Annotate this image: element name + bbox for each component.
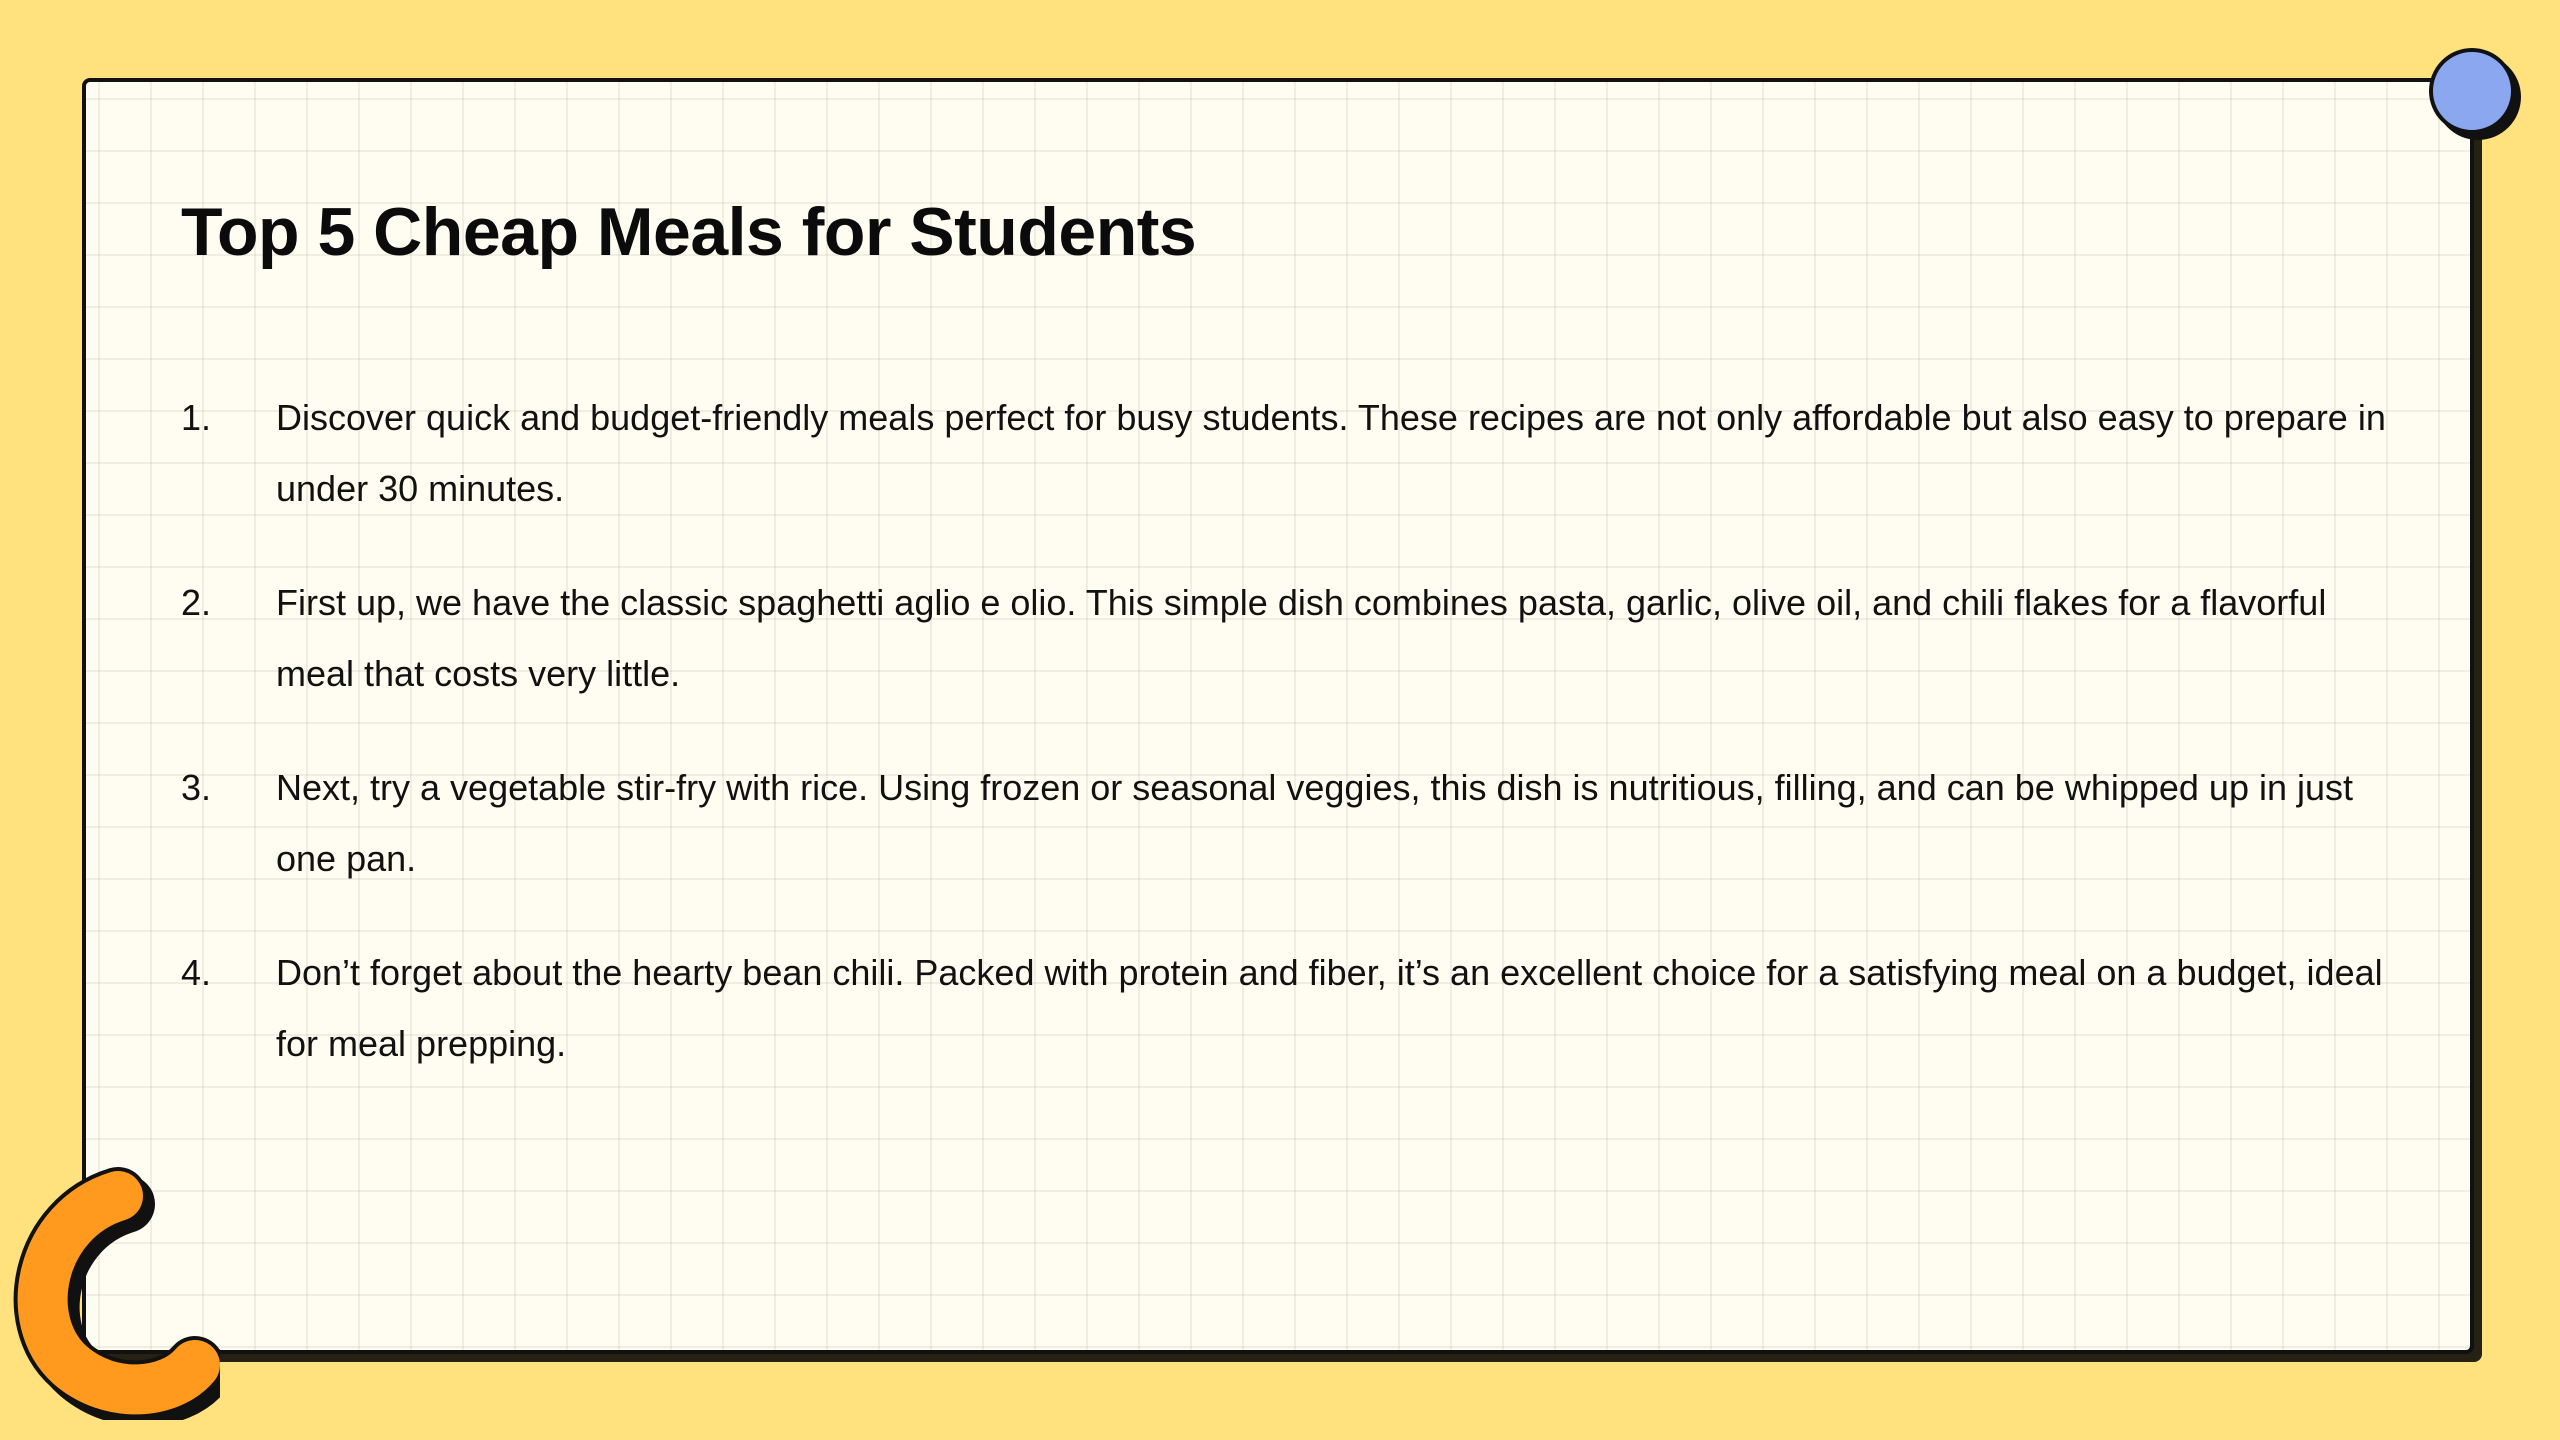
slide-card xyxy=(82,78,2474,1354)
item-text: First up, we have the classic spaghetti aglio e olio. This simple dish combines pasta, garlic, olive oil, and chili flakes for a flavorful meal that costs very little. xyxy=(276,582,2327,694)
item-number: 3. xyxy=(181,767,212,808)
slide-title: Top 5 Cheap Meals for Students xyxy=(181,194,1197,270)
list-item xyxy=(181,382,2411,524)
list-item xyxy=(181,752,2411,894)
circle-dot-shape xyxy=(2429,48,2515,134)
item-number: 2. xyxy=(181,582,212,623)
item-number: 1. xyxy=(181,397,212,438)
item-text: Don’t forget about the hearty bean chili. Packed with protein and fiber, it’s an excellent choice for a satisfying meal on a budget, ideal for meal prepping. xyxy=(276,952,2383,1064)
orange-arc-shape xyxy=(0,1160,220,1420)
list-item xyxy=(181,567,2411,709)
list-item xyxy=(181,937,2411,1079)
item-text: Discover quick and budget-friendly meals perfect for busy students. These recipes are not only affordable but also easy to prepare in under 30 minutes. xyxy=(276,397,2386,509)
meal-list xyxy=(181,382,2411,1122)
item-number: 4. xyxy=(181,952,212,993)
item-text: Next, try a vegetable stir-fry with rice. Using frozen or seasonal veggies, this dish is nutritious, filling, and can be whipped up in just one pan. xyxy=(276,767,2354,879)
